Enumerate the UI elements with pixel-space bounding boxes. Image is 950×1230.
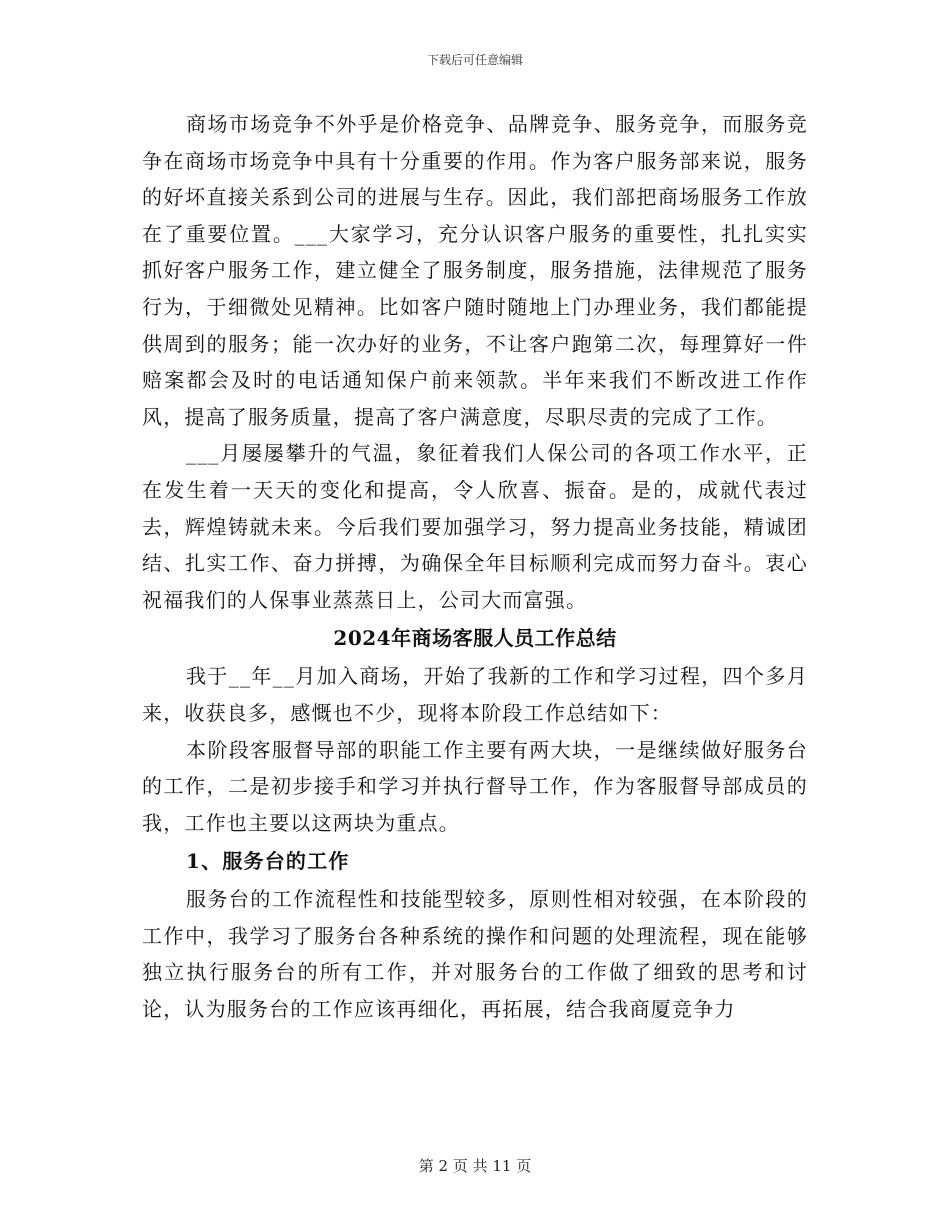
paragraph-service-desk: 服务台的工作流程性和技能型较多，原则性相对较强，在本阶段的工作中，我学习了服务台各种系统的操作和问题的处理流程，现在能够独立执行服务台的所有工作，并对服务台的工作做了细致的思考和讨论，认为服务台的工作应该再细化，再拓展，结合我商厦竞争力 [142,887,808,1022]
paragraph-outlook: ___月屡屡攀升的气温，象征着我们人保公司的各项工作水平，正在发生着一天天的变化和提高，令人欣喜、振奋。是的，成就代表过去，辉煌铸就未来。今后我们要加强学习，努力提高业务技能，精诚团结、扎实工作、奋力拼搏，为确保全年目标顺利完成而努力奋斗。衷心祝福我们的人保事业蒸蒸日上，公司大而富强。 [142,441,808,612]
section-heading-service-desk: 1、服务台的工作 [186,849,350,874]
document-title: 2024年商场客服人员工作总结 [333,626,617,651]
page-header: 下载后可任意编辑 [426,53,523,67]
paragraph-customer-service: 商场市场竞争不外乎是价格竞争、品牌竞争、服务竞争，而服务竞争在商场市场竞争中具有十分重要的作用。作为客户服务部来说，服务的好坏直接关系到公司的进展与生存。因此，我们部把商场服务工作放在了重要位置。___大家学习，充分认识客户服务的重要性，扎扎实实抓好客户服务工作，建立健全了服务制度，服务措施，法律规范了服务行为，于细微处见精神。比如客户随时随地上门办理业务，我们都能提供周到的服务；能一次办好的业务，不让客户跑第二次，每理算好一件赔案都会及时的电话通知保户前来领款。半年来我们不断改进工作作风，提高了服务质量，提高了客户满意度，尽职尽责的完成了工作。 [142,112,808,429]
document-body [142,106,808,1028]
paragraph-duties: 本阶段客服督导部的职能工作主要有两大块，一是继续做好服务台的工作，二是初步接手和学习并执行督导工作，作为客服督导部成员的我，工作也主要以这两块为重点。 [142,737,808,835]
page-footer: 第 2 页 共 11 页 [418,1157,532,1175]
paragraph-intro: 我于__年__月加入商场，开始了我新的工作和学习过程，四个多月来，收获良多，感慨也不少，现将本阶段工作总结如下： [142,664,808,725]
